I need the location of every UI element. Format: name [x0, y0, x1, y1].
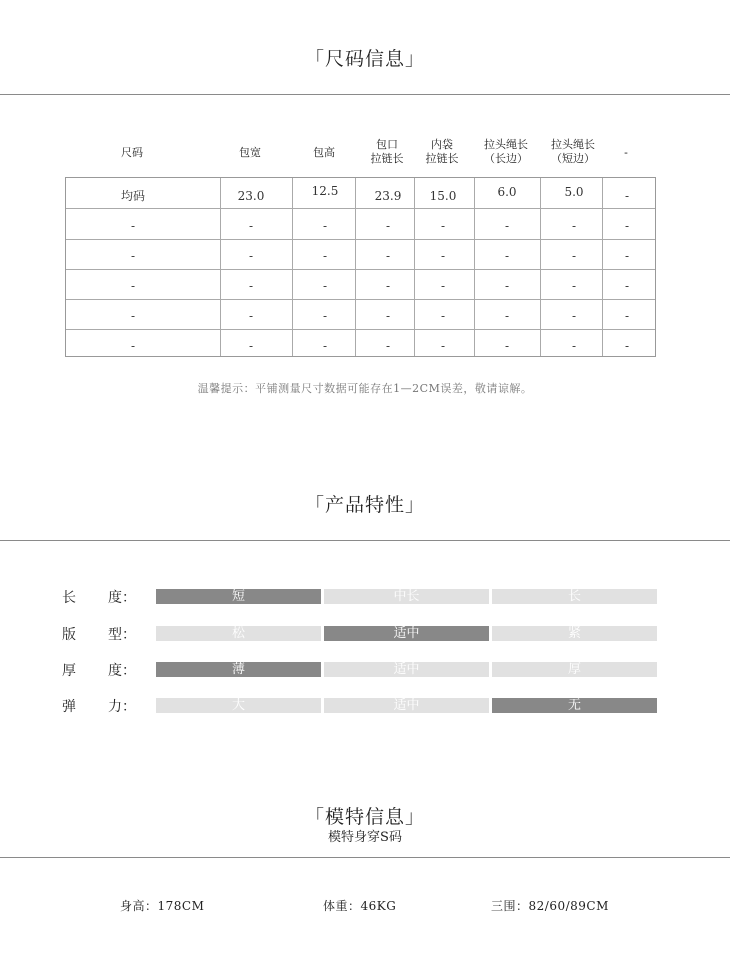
table-cell: - — [130, 249, 136, 263]
table-cell: - — [440, 249, 446, 263]
attribute-label — [62, 696, 136, 716]
table-cell: - — [248, 279, 254, 293]
table-cell: - — [385, 309, 391, 323]
attribute-label-part: 厚 — [62, 663, 76, 679]
table-cell: - — [385, 279, 391, 293]
table-cell: 6.0 — [497, 185, 517, 199]
table-cell: 均码 — [120, 189, 145, 203]
table-cell: - — [440, 309, 446, 323]
attribute-label-part: 型： — [108, 627, 136, 643]
table-cell: - — [571, 339, 577, 353]
table-cell: - — [130, 219, 136, 233]
attribute-label-part: 版 — [62, 627, 76, 643]
table-row-divider — [66, 208, 655, 209]
table-cell: - — [504, 249, 510, 263]
table-cell: - — [248, 309, 254, 323]
table-cell: - — [248, 219, 254, 233]
attribute-option: 厚 — [492, 662, 657, 677]
model-measurements: 三围：82/60/89CM — [491, 899, 609, 913]
table-cell: - — [571, 279, 577, 293]
table-cell: - — [504, 279, 510, 293]
attribute-option: 大 — [156, 698, 321, 713]
table-cell: - — [385, 219, 391, 233]
table-cell: - — [322, 339, 328, 353]
model-section-title: 「模特信息」 — [304, 806, 425, 828]
model-weight: 体重：46KG — [323, 899, 397, 913]
size-note: 温馨提示：平铺测量尺寸数据可能存在1—2CM误差，敬请谅解。 — [197, 382, 533, 395]
table-cell: - — [440, 339, 446, 353]
model-height: 身高：178CM — [120, 899, 205, 913]
attribute-option: 长 — [492, 589, 657, 604]
size-header-0: 尺码 — [121, 146, 143, 159]
size-header-1: 包宽 — [239, 146, 261, 159]
table-cell: - — [248, 249, 254, 263]
table-cell: - — [385, 339, 391, 353]
attribute-label — [62, 660, 136, 680]
attribute-label-part: 度： — [108, 663, 136, 679]
attribute-label-part: 弹 — [62, 699, 76, 715]
table-cell: - — [440, 219, 446, 233]
table-cell: 23.9 — [374, 189, 402, 203]
table-cell: 23.0 — [237, 189, 265, 203]
attribute-option: 适中 — [324, 626, 489, 641]
attribute-option: 适中 — [324, 698, 489, 713]
attribute-option: 薄 — [156, 662, 321, 677]
table-cell: - — [322, 249, 328, 263]
attribute-label — [62, 624, 136, 644]
table-cell: - — [504, 309, 510, 323]
table-cell: - — [624, 219, 630, 233]
size-section-divider — [0, 94, 730, 95]
table-row-divider — [66, 269, 655, 270]
attribute-option: 适中 — [324, 662, 489, 677]
attribute-label-part: 度： — [108, 590, 136, 606]
feature-section-divider — [0, 540, 730, 541]
table-cell: - — [624, 279, 630, 293]
table-cell: - — [504, 219, 510, 233]
size-header-6: 拉头绳长 （短边） — [551, 138, 595, 165]
table-row-divider — [66, 239, 655, 240]
table-cell: 5.0 — [564, 185, 584, 199]
table-row-divider — [66, 299, 655, 300]
feature-section-title: 「产品特性」 — [304, 494, 425, 516]
table-cell: - — [624, 309, 630, 323]
table-cell: - — [440, 279, 446, 293]
table-cell: 12.5 — [311, 184, 339, 198]
size-section-title: 「尺码信息」 — [304, 48, 425, 70]
attribute-label-part: 长 — [62, 590, 76, 606]
table-cell: - — [130, 309, 136, 323]
table-cell: - — [322, 219, 328, 233]
attribute-option: 无 — [492, 698, 657, 713]
size-header-4: 内袋 拉链长 — [425, 138, 459, 165]
table-row-divider — [66, 329, 655, 330]
attribute-option: 中长 — [324, 589, 489, 604]
size-header-5: 拉头绳长 （长边） — [484, 138, 528, 165]
table-cell: - — [504, 339, 510, 353]
model-subtitle: 模特身穿S码 — [328, 830, 402, 845]
table-cell: - — [322, 309, 328, 323]
table-cell: - — [571, 219, 577, 233]
attribute-label-part: 力： — [108, 699, 136, 715]
size-table — [65, 177, 656, 357]
attribute-option: 松 — [156, 626, 321, 641]
table-cell: - — [624, 339, 630, 353]
table-cell: - — [130, 339, 136, 353]
table-cell: - — [624, 189, 630, 203]
table-cell: - — [624, 249, 630, 263]
model-section-divider — [0, 857, 730, 858]
table-cell: - — [248, 339, 254, 353]
table-cell: 15.0 — [429, 189, 457, 203]
table-cell: - — [571, 249, 577, 263]
size-header-2: 包高 — [313, 146, 335, 159]
size-header-7: - — [624, 146, 628, 159]
table-cell: - — [130, 279, 136, 293]
table-cell: - — [571, 309, 577, 323]
attribute-label — [62, 587, 136, 607]
table-cell: - — [322, 279, 328, 293]
attribute-option: 短 — [156, 589, 321, 604]
table-cell: - — [385, 249, 391, 263]
size-header-3: 包口 拉链长 — [370, 138, 404, 165]
attribute-option: 紧 — [492, 626, 657, 641]
